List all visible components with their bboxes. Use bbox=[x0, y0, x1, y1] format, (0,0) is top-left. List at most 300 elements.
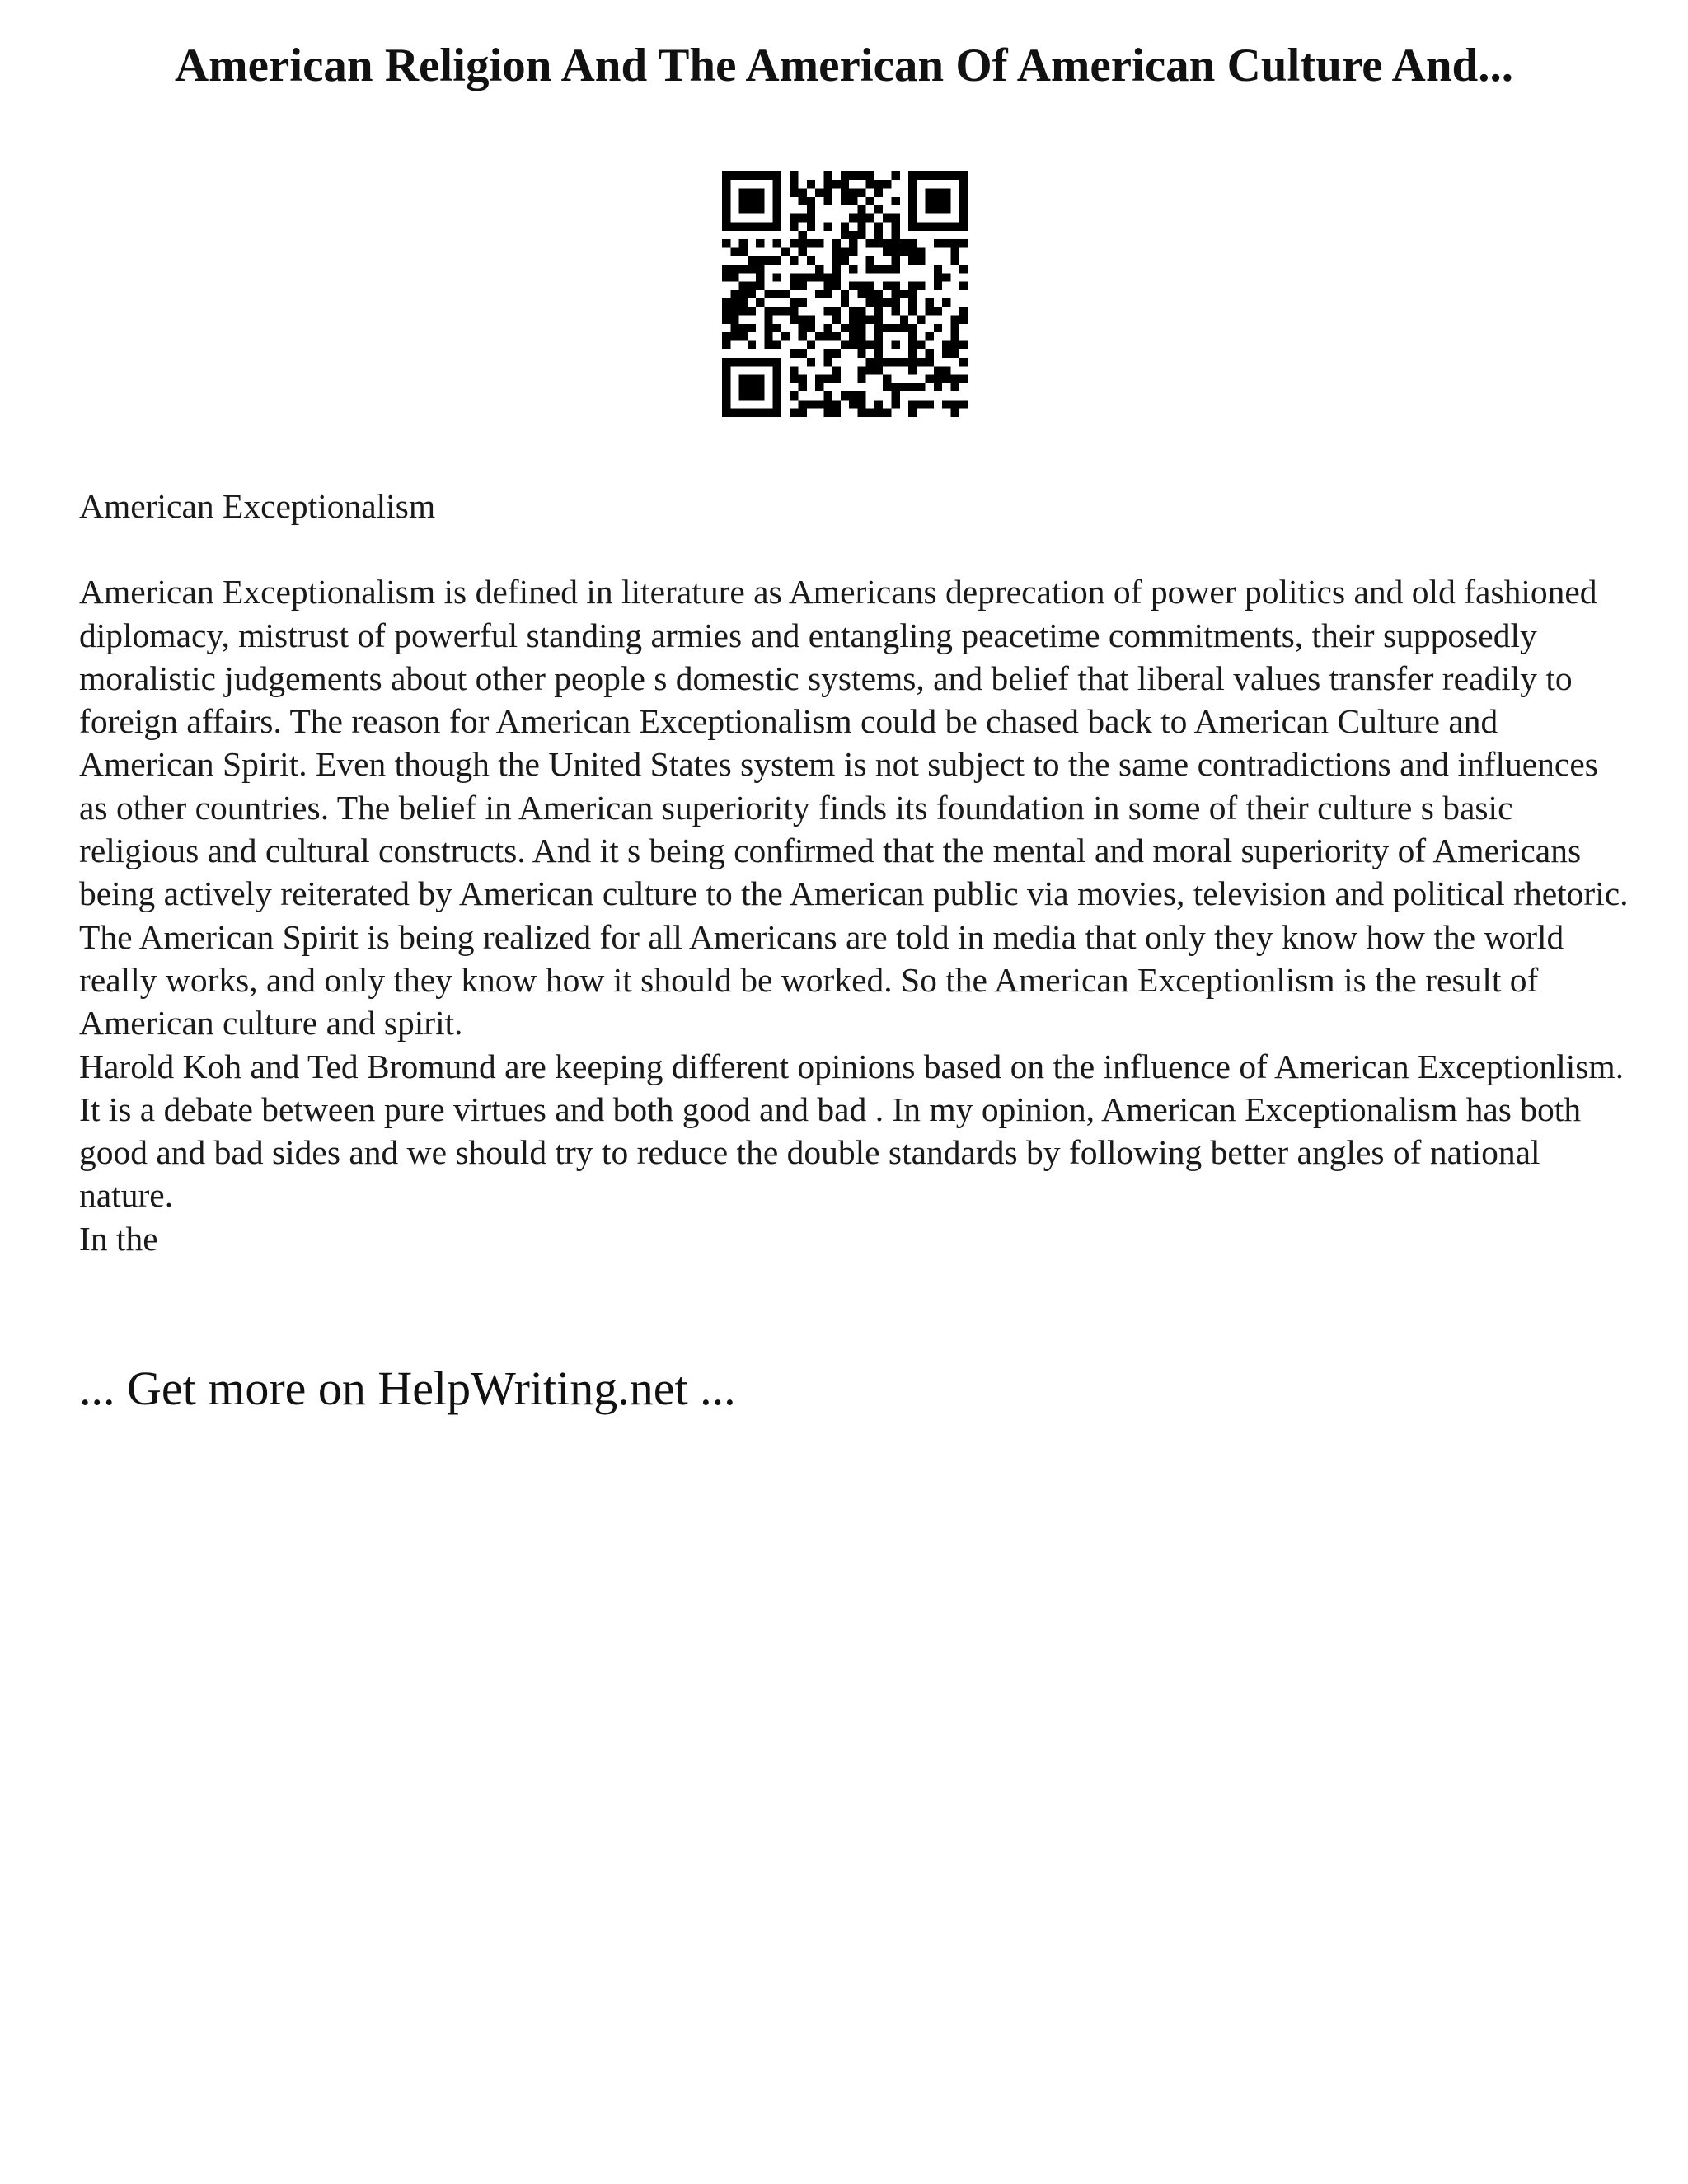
qr-module bbox=[917, 341, 925, 349]
qr-module bbox=[764, 223, 772, 231]
qr-module bbox=[790, 307, 798, 315]
qr-module bbox=[874, 341, 883, 349]
qr-module bbox=[926, 307, 934, 315]
qr-module bbox=[857, 189, 865, 197]
qr-module bbox=[942, 189, 950, 197]
qr-module bbox=[739, 171, 748, 180]
qr-module bbox=[756, 189, 764, 197]
qr-module bbox=[815, 375, 823, 383]
qr-module bbox=[815, 189, 823, 197]
qr-module bbox=[849, 400, 857, 408]
qr-module bbox=[823, 282, 832, 290]
qr-module bbox=[892, 358, 900, 366]
qr-module bbox=[926, 332, 934, 340]
qr-module bbox=[748, 383, 756, 391]
qr-module bbox=[866, 409, 874, 417]
qr-module bbox=[892, 400, 900, 408]
qr-module bbox=[773, 197, 781, 205]
qr-module bbox=[790, 316, 798, 324]
qr-module bbox=[832, 366, 841, 374]
qr-module bbox=[908, 247, 917, 255]
qr-module bbox=[722, 205, 730, 213]
qr-module bbox=[748, 324, 756, 332]
qr-module bbox=[764, 316, 772, 324]
qr-module bbox=[764, 290, 772, 298]
qr-module bbox=[892, 247, 900, 255]
qr-module bbox=[773, 273, 781, 281]
qr-module bbox=[790, 223, 798, 231]
qr-module bbox=[807, 256, 815, 265]
qr-module bbox=[823, 332, 832, 340]
qr-module bbox=[748, 282, 756, 290]
qr-module bbox=[883, 282, 891, 290]
qr-module bbox=[959, 400, 968, 408]
qr-module bbox=[959, 223, 968, 231]
qr-module bbox=[807, 213, 815, 222]
qr-module bbox=[926, 223, 934, 231]
qr-module bbox=[883, 358, 891, 366]
qr-module bbox=[857, 366, 865, 374]
qr-module bbox=[874, 400, 883, 408]
qr-module bbox=[798, 316, 806, 324]
qr-module bbox=[730, 316, 738, 324]
qr-module bbox=[756, 375, 764, 383]
qr-module bbox=[934, 223, 942, 231]
qr-module bbox=[807, 358, 815, 366]
qr-module bbox=[892, 256, 900, 265]
qr-module bbox=[917, 223, 925, 231]
qr-module bbox=[950, 171, 959, 180]
qr-module bbox=[926, 400, 934, 408]
qr-module bbox=[857, 400, 865, 408]
qr-module bbox=[892, 171, 900, 180]
qr-module bbox=[857, 205, 865, 213]
qr-module bbox=[892, 231, 900, 239]
qr-module bbox=[950, 324, 959, 332]
qr-module bbox=[874, 205, 883, 213]
qr-module bbox=[900, 290, 908, 298]
qr-module bbox=[832, 349, 841, 358]
qr-module bbox=[790, 298, 798, 307]
qr-module bbox=[950, 316, 959, 324]
qr-module bbox=[739, 205, 748, 213]
qr-module bbox=[942, 197, 950, 205]
qr-module bbox=[756, 223, 764, 231]
qr-module bbox=[849, 341, 857, 349]
qr-module bbox=[764, 256, 772, 265]
qr-module bbox=[934, 197, 942, 205]
qr-module bbox=[874, 316, 883, 324]
qr-module bbox=[841, 189, 849, 197]
qr-module bbox=[883, 324, 891, 332]
qr-module bbox=[823, 171, 832, 180]
qr-module bbox=[892, 298, 900, 307]
qr-module bbox=[722, 375, 730, 383]
qr-module bbox=[722, 391, 730, 400]
qr-module bbox=[849, 189, 857, 197]
qr-module bbox=[926, 349, 934, 358]
qr-module bbox=[748, 307, 756, 315]
qr-module bbox=[917, 282, 925, 290]
qr-module bbox=[739, 197, 748, 205]
qr-module bbox=[790, 189, 798, 197]
qr-module bbox=[908, 409, 917, 417]
qr-module bbox=[874, 290, 883, 298]
qr-module bbox=[883, 247, 891, 255]
qr-module bbox=[883, 180, 891, 188]
qr-module bbox=[756, 197, 764, 205]
qr-module bbox=[722, 316, 730, 324]
qr-module bbox=[841, 231, 849, 239]
paragraph-1: American Exceptionalism is defined in literature as Americans deprecation of power politics and old fashioned diplomacy, mistrust of powerful standing armies and entangling peacetime commitments, their supposedly moralistic judgements about other people s domestic systems, and belief that liberal values transfer readily to foreign affairs. The reason for American Exceptionalism could be chased back to American Culture and American Spirit. Even though the United States system is not subject to the same contradictions and influences as other countries. The belief in American superiority finds its foundation in some of their culture s basic religious and cultural constructs. And it s being confirmed that the mental and moral superiority of Americans being actively reiterated by American culture to the American public via movies, television and political rhetoric. The American Spirit is being realized for all Americans are told in media that only they know how the world really works, and only they know how it should be worked. So the American Exceptionlism is the result of American culture and spirit. bbox=[79, 573, 1629, 1043]
qr-module bbox=[748, 358, 756, 366]
qr-module bbox=[926, 171, 934, 180]
qr-module bbox=[722, 400, 730, 408]
qr-module bbox=[874, 239, 883, 247]
qr-module bbox=[730, 409, 738, 417]
qr-module bbox=[807, 316, 815, 324]
qr-module bbox=[841, 298, 849, 307]
qr-module bbox=[815, 400, 823, 408]
qr-module bbox=[950, 239, 959, 247]
qr-module bbox=[857, 231, 865, 239]
qr-module bbox=[934, 189, 942, 197]
qr-module bbox=[798, 400, 806, 408]
qr-module bbox=[866, 171, 874, 180]
qr-module bbox=[790, 239, 798, 247]
qr-module bbox=[798, 383, 806, 391]
qr-module bbox=[798, 213, 806, 222]
qr-module bbox=[807, 324, 815, 332]
qr-module bbox=[883, 375, 891, 383]
qr-module bbox=[756, 298, 764, 307]
qr-module bbox=[950, 332, 959, 340]
qr-module bbox=[790, 349, 798, 358]
qr-module bbox=[883, 213, 891, 222]
qr-module bbox=[900, 316, 908, 324]
qr-module bbox=[832, 247, 841, 255]
qr-module bbox=[773, 391, 781, 400]
qr-module bbox=[722, 332, 730, 340]
qr-module bbox=[790, 213, 798, 222]
qr-module bbox=[874, 366, 883, 374]
qr-module bbox=[807, 205, 815, 213]
qr-module bbox=[874, 349, 883, 358]
qr-module bbox=[908, 298, 917, 307]
qr-module bbox=[722, 358, 730, 366]
qr-module bbox=[959, 282, 968, 290]
qr-module bbox=[739, 358, 748, 366]
qr-module bbox=[857, 332, 865, 340]
qr-module bbox=[739, 332, 748, 340]
qr-module bbox=[841, 290, 849, 298]
qr-module bbox=[908, 400, 917, 408]
qr-module bbox=[908, 290, 917, 298]
qr-module bbox=[849, 239, 857, 247]
qr-module bbox=[764, 341, 772, 349]
qr-module bbox=[739, 290, 748, 298]
qr-module bbox=[892, 324, 900, 332]
qr-module bbox=[748, 223, 756, 231]
qr-code-icon bbox=[722, 171, 968, 417]
paragraph-3: In the bbox=[79, 1219, 158, 1258]
qr-module bbox=[807, 223, 815, 231]
qr-module bbox=[908, 324, 917, 332]
document-body bbox=[79, 485, 1629, 1260]
qr-module bbox=[748, 341, 756, 349]
qr-module bbox=[908, 205, 917, 213]
qr-module bbox=[908, 366, 917, 374]
qr-module bbox=[756, 383, 764, 391]
qr-module bbox=[730, 273, 738, 281]
qr-module bbox=[773, 180, 781, 188]
qr-module bbox=[773, 256, 781, 265]
qr-module bbox=[730, 332, 738, 340]
qr-module bbox=[739, 383, 748, 391]
qr-module bbox=[730, 298, 738, 307]
qr-module bbox=[926, 205, 934, 213]
qr-module bbox=[739, 375, 748, 383]
qr-module bbox=[917, 316, 925, 324]
get-more-link[interactable]: ... Get more on HelpWriting.net ... bbox=[79, 1361, 736, 1415]
qr-module bbox=[959, 189, 968, 197]
qr-module bbox=[883, 298, 891, 307]
qr-module bbox=[959, 197, 968, 205]
qr-module bbox=[773, 213, 781, 222]
qr-module bbox=[866, 290, 874, 298]
qr-module bbox=[730, 247, 738, 255]
qr-module bbox=[722, 298, 730, 307]
qr-module bbox=[739, 265, 748, 273]
qr-module bbox=[790, 256, 798, 265]
qr-module bbox=[934, 375, 942, 383]
qr-module bbox=[934, 265, 942, 273]
qr-module bbox=[798, 231, 806, 239]
qr-module bbox=[730, 290, 738, 298]
qr-module bbox=[756, 239, 764, 247]
qr-module bbox=[950, 409, 959, 417]
qr-module bbox=[892, 213, 900, 222]
qr-module bbox=[959, 307, 968, 315]
qr-module bbox=[892, 265, 900, 273]
qr-module bbox=[950, 400, 959, 408]
qr-module bbox=[781, 332, 790, 340]
qr-module bbox=[874, 307, 883, 315]
qr-module bbox=[790, 409, 798, 417]
qr-module bbox=[756, 391, 764, 400]
qr-module bbox=[942, 273, 950, 281]
qr-module bbox=[756, 358, 764, 366]
qr-module bbox=[892, 239, 900, 247]
qr-module bbox=[942, 341, 950, 349]
qr-module bbox=[849, 265, 857, 273]
qr-module bbox=[730, 307, 738, 315]
qr-module bbox=[739, 298, 748, 307]
qr-module bbox=[908, 223, 917, 231]
qr-module bbox=[823, 307, 832, 315]
qr-module bbox=[798, 282, 806, 290]
qr-module bbox=[849, 316, 857, 324]
qr-module bbox=[857, 391, 865, 400]
qr-module bbox=[722, 171, 730, 180]
qr-module bbox=[756, 171, 764, 180]
qr-module bbox=[730, 265, 738, 273]
qr-module bbox=[773, 383, 781, 391]
qr-module bbox=[722, 223, 730, 231]
qr-module bbox=[781, 290, 790, 298]
qr-module bbox=[934, 307, 942, 315]
qr-module bbox=[849, 231, 857, 239]
qr-module bbox=[908, 332, 917, 340]
qr-module bbox=[807, 341, 815, 349]
qr-module bbox=[790, 171, 798, 180]
qr-module bbox=[798, 409, 806, 417]
qr-module bbox=[841, 324, 849, 332]
qr-module bbox=[908, 341, 917, 349]
qr-module bbox=[874, 180, 883, 188]
qr-module bbox=[942, 239, 950, 247]
qr-module bbox=[934, 171, 942, 180]
qr-module bbox=[748, 290, 756, 298]
qr-module bbox=[748, 391, 756, 400]
qr-module bbox=[730, 324, 738, 332]
qr-module bbox=[857, 307, 865, 315]
qr-module bbox=[739, 409, 748, 417]
qr-module bbox=[841, 247, 849, 255]
qr-module bbox=[773, 223, 781, 231]
qr-module bbox=[934, 324, 942, 332]
qr-module bbox=[832, 316, 841, 324]
qr-module bbox=[807, 197, 815, 205]
qr-module bbox=[959, 265, 968, 273]
qr-module bbox=[807, 400, 815, 408]
qr-module bbox=[730, 223, 738, 231]
qr-module bbox=[722, 409, 730, 417]
qr-module bbox=[756, 256, 764, 265]
qr-module bbox=[959, 205, 968, 213]
qr-module bbox=[832, 180, 841, 188]
qr-module bbox=[908, 256, 917, 265]
qr-module bbox=[900, 358, 908, 366]
qr-module bbox=[773, 307, 781, 315]
qr-module bbox=[748, 256, 756, 265]
qr-module bbox=[908, 213, 917, 222]
qr-module bbox=[823, 375, 832, 383]
qr-module bbox=[849, 307, 857, 315]
qr-module bbox=[942, 400, 950, 408]
qr-module bbox=[849, 197, 857, 205]
qr-module bbox=[950, 247, 959, 255]
qr-module bbox=[739, 223, 748, 231]
qr-module bbox=[823, 409, 832, 417]
qr-module bbox=[722, 197, 730, 205]
qr-module bbox=[874, 231, 883, 239]
qr-module bbox=[790, 375, 798, 383]
qr-module bbox=[883, 265, 891, 273]
qr-module bbox=[823, 391, 832, 400]
qr-module bbox=[849, 213, 857, 222]
qr-module bbox=[781, 307, 790, 315]
qr-module bbox=[739, 239, 748, 247]
qr-module bbox=[849, 332, 857, 340]
qr-module bbox=[823, 273, 832, 281]
qr-module bbox=[917, 400, 925, 408]
qr-module bbox=[739, 324, 748, 332]
qr-module bbox=[959, 358, 968, 366]
qr-module bbox=[934, 239, 942, 247]
qr-module bbox=[900, 324, 908, 332]
qr-module bbox=[934, 366, 942, 374]
qr-module bbox=[798, 332, 806, 340]
qr-module bbox=[866, 298, 874, 307]
qr-module bbox=[756, 265, 764, 273]
qr-module bbox=[926, 298, 934, 307]
qr-module bbox=[739, 189, 748, 197]
document-title: American Religion And The American Of American Culture And... bbox=[175, 40, 1513, 91]
qr-module bbox=[773, 205, 781, 213]
qr-module bbox=[798, 375, 806, 383]
qr-module bbox=[866, 256, 874, 265]
qr-module bbox=[926, 189, 934, 197]
qr-module bbox=[841, 223, 849, 231]
qr-module bbox=[942, 223, 950, 231]
qr-module bbox=[807, 273, 815, 281]
qr-module bbox=[950, 256, 959, 265]
qr-module bbox=[722, 180, 730, 188]
qr-module bbox=[807, 180, 815, 188]
qr-module bbox=[849, 282, 857, 290]
qr-module bbox=[841, 256, 849, 265]
qr-module bbox=[942, 171, 950, 180]
qr-module bbox=[908, 171, 917, 180]
qr-module bbox=[866, 341, 874, 349]
qr-module bbox=[849, 324, 857, 332]
qr-module bbox=[815, 290, 823, 298]
paragraph-2: Harold Koh and Ted Bromund are keeping different opinions based on the influence of American Exceptionlism. It is a debate between pure virtues and both good and bad . In my opinion, American Exceptionalism has both good and bad sides and we should try to reduce the double standards by following better angles of national nature. bbox=[79, 1047, 1625, 1215]
qr-module bbox=[934, 383, 942, 391]
qr-module bbox=[908, 349, 917, 358]
qr-module bbox=[874, 189, 883, 197]
qr-module bbox=[832, 239, 841, 247]
qr-module bbox=[790, 180, 798, 188]
qr-module bbox=[798, 324, 806, 332]
qr-module bbox=[874, 223, 883, 231]
qr-module bbox=[874, 409, 883, 417]
qr-module bbox=[857, 282, 865, 290]
qr-module bbox=[756, 409, 764, 417]
qr-module bbox=[823, 189, 832, 197]
qr-module bbox=[832, 273, 841, 281]
qr-module bbox=[798, 197, 806, 205]
qr-module bbox=[926, 358, 934, 366]
qr-module bbox=[832, 265, 841, 273]
qr-module bbox=[866, 239, 874, 247]
qr-module bbox=[959, 180, 968, 188]
qr-module bbox=[815, 265, 823, 273]
qr-module bbox=[849, 391, 857, 400]
qr-module bbox=[773, 189, 781, 197]
qr-module bbox=[722, 265, 730, 273]
qr-module bbox=[917, 247, 925, 255]
qr-module bbox=[773, 324, 781, 332]
qr-module bbox=[959, 171, 968, 180]
qr-module bbox=[841, 180, 849, 188]
qr-module bbox=[841, 391, 849, 400]
qr-module bbox=[874, 358, 883, 366]
qr-module bbox=[773, 341, 781, 349]
qr-module bbox=[764, 307, 772, 315]
qr-module bbox=[823, 290, 832, 298]
